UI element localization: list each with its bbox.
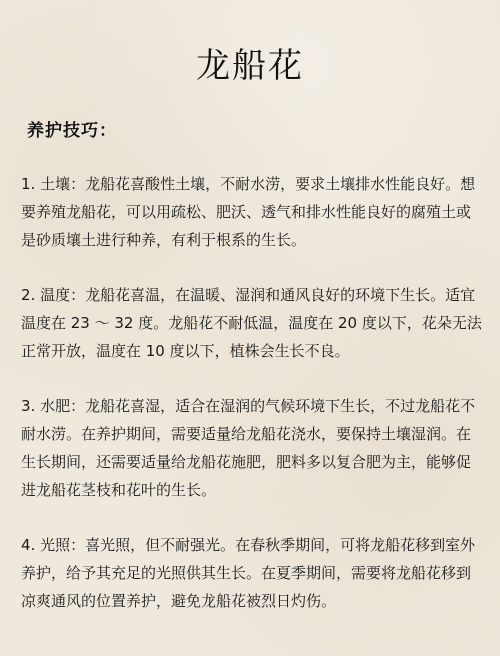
section-soil: 1. 土壤：龙船花喜酸性土壤，不耐水涝，要求土壤排水性能良好。想要养殖龙船花，可以用疏松、肥沃、透气和排水性能良好的腐殖土或是砂质壤土进行种养，有利于根系的生长。	[21, 175, 476, 249]
care-tips-content	[21, 170, 483, 642]
page-title: 龙船花	[196, 46, 304, 86]
care-tips-heading: 养护技巧：	[27, 121, 117, 141]
section-light: 4. 光照：喜光照，但不耐强光。在春秋季期间，可将龙船花移到室外养护，给予其充足的光照供其生长。在夏季期间，需要将龙船花移到凉爽通风的位置养护，避免龙船花被烈日灼伤。	[21, 536, 476, 610]
section-water-fertilizer: 3. 水肥：龙船花喜湿，适合在湿润的气候环境下生长，不过龙船花不耐水涝。在养护期间，需要适量给龙船花浇水，要保持土壤湿润。在生长期间，还需要适量给龙船花施肥，肥料多以复合肥为主，能够促进龙船花茎枝和花叶的生长。	[21, 397, 476, 499]
section-temperature: 2. 温度：龙船花喜温，在温暖、湿润和通风良好的环境下生长。适宜温度在 23 ～ 32 度。龙船花不耐低温，温度在 20 度以下，花朵无法正常开放，温度在 10 度以下，植株会生长不良。	[21, 286, 482, 360]
